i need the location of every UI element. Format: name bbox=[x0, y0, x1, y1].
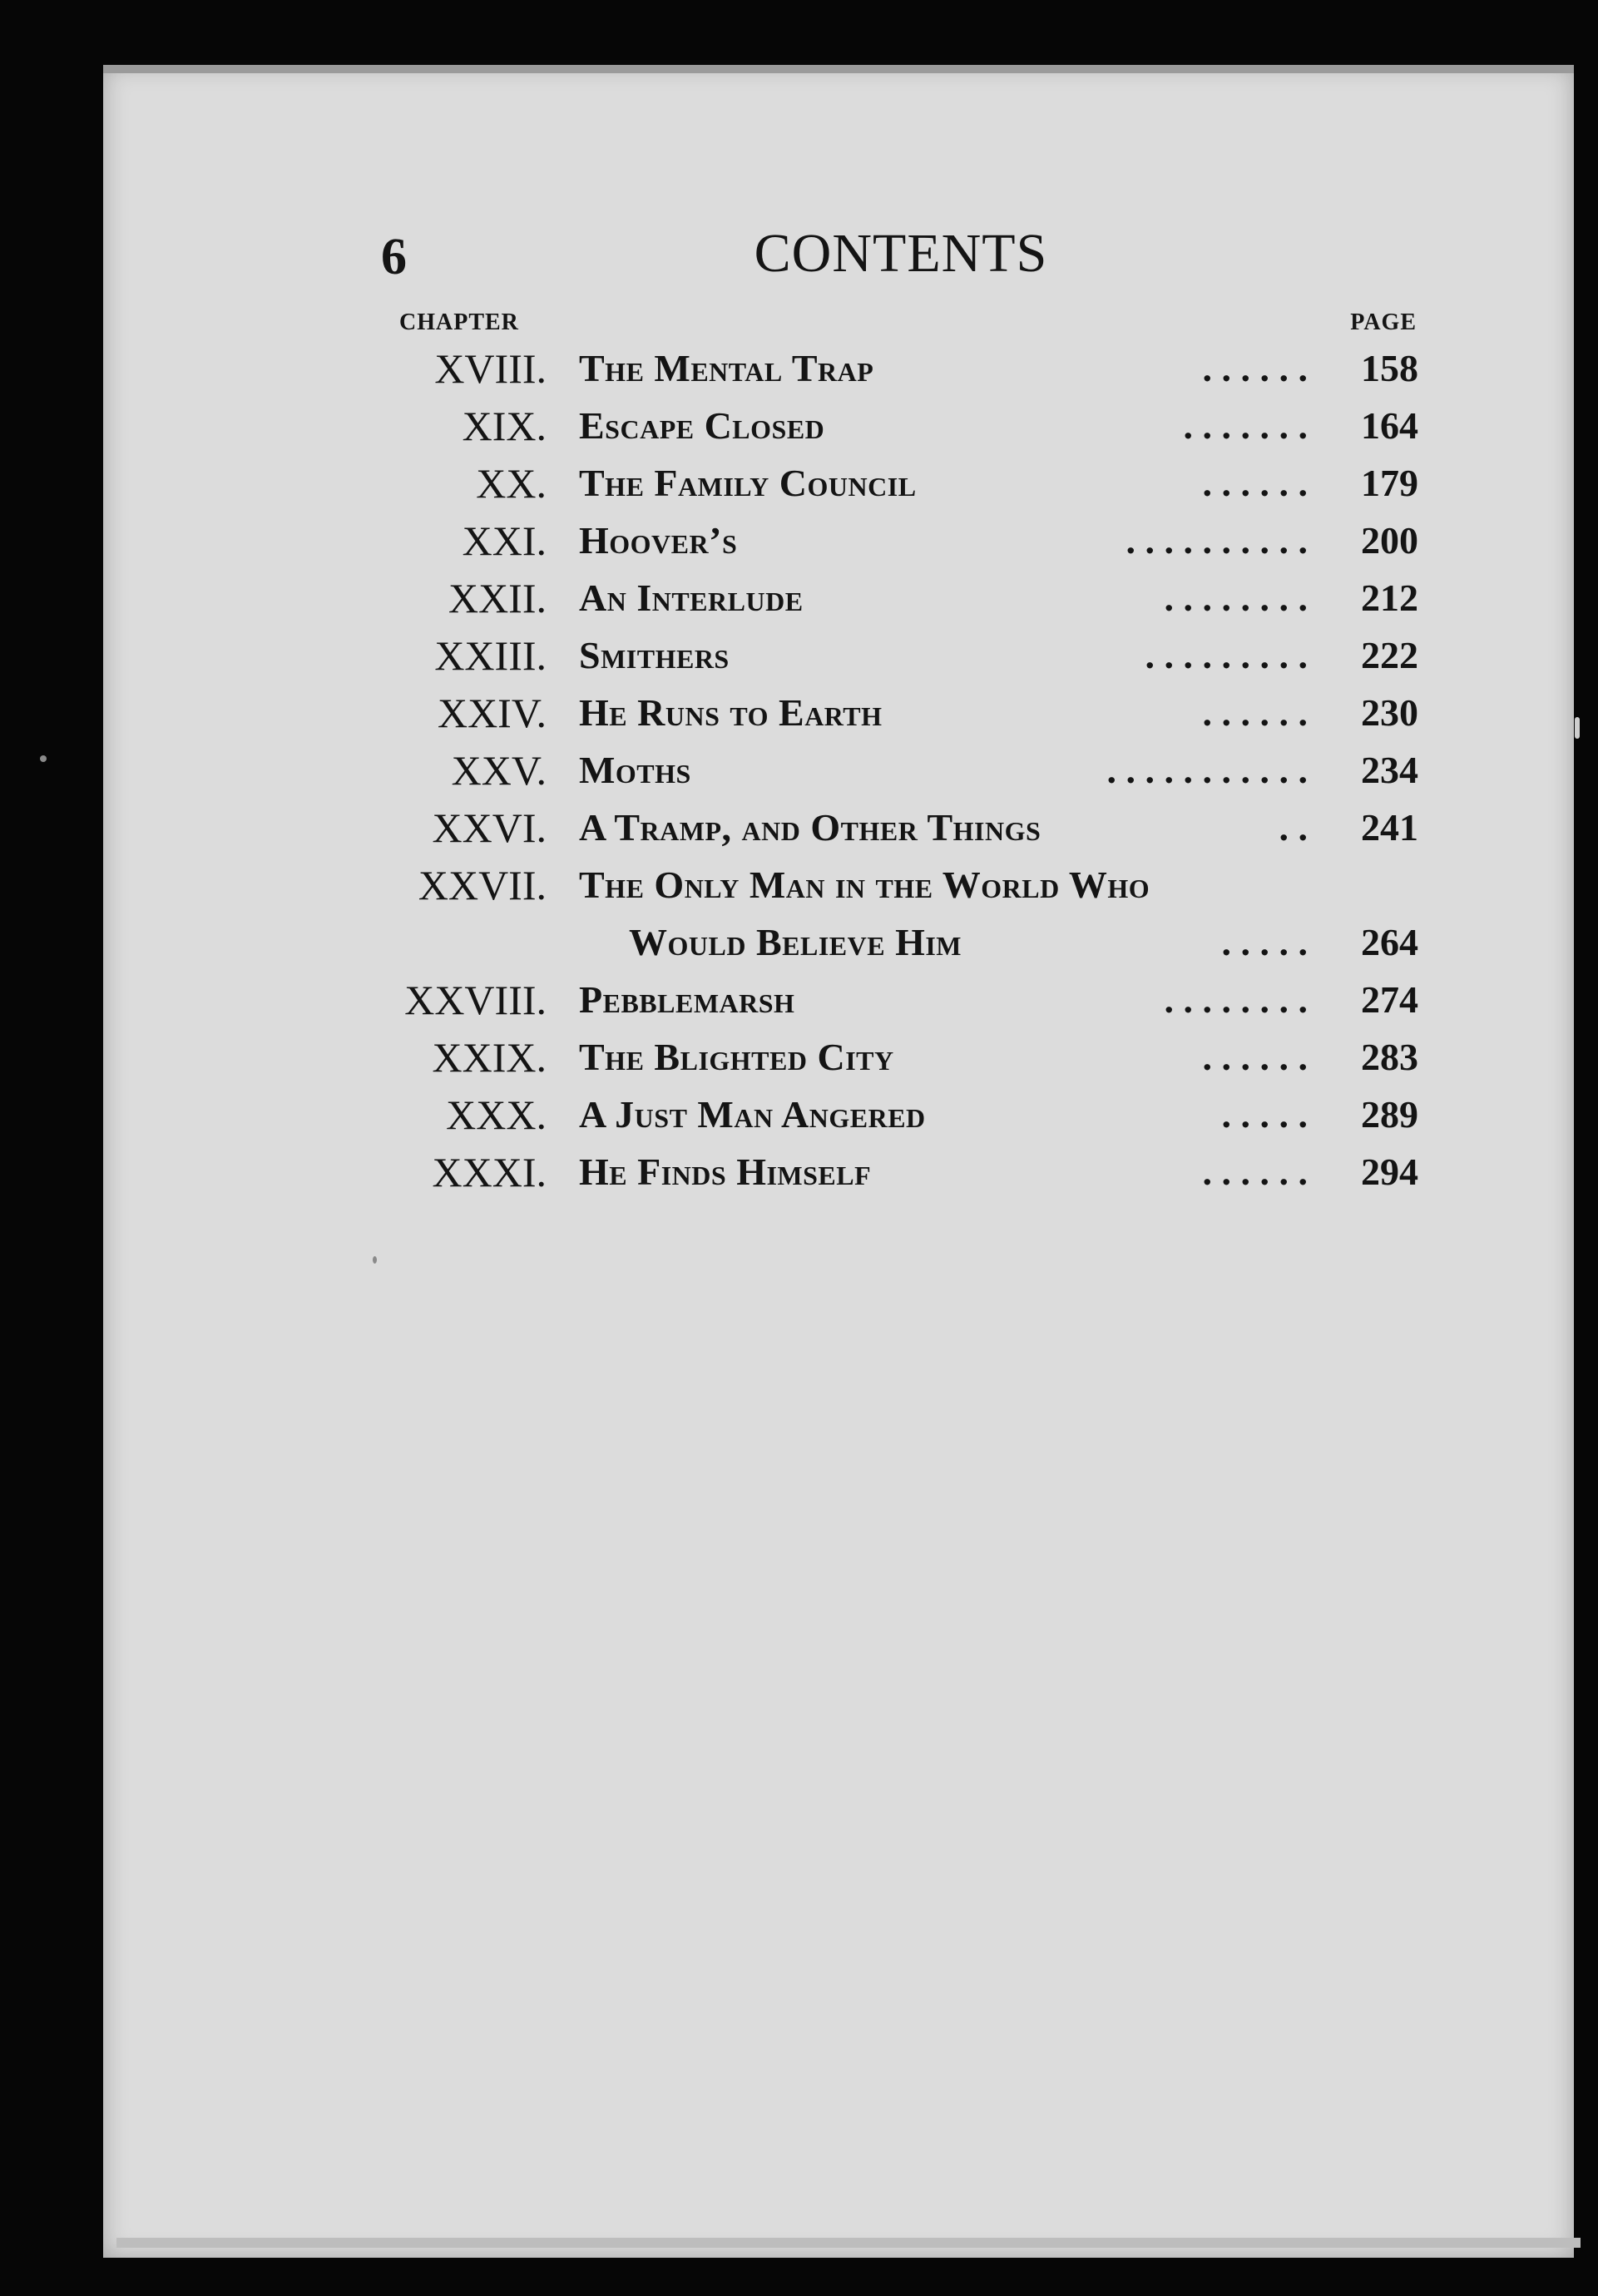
page-reference: 230 bbox=[1361, 691, 1418, 734]
chapter-number: XXII. bbox=[448, 575, 547, 621]
chapter-title: The Blighted City bbox=[579, 1036, 894, 1078]
toc-entry bbox=[0, 744, 1598, 797]
dot-leader: . . . . . . . . . . . bbox=[1106, 749, 1308, 791]
chapter-title: Hoover’s bbox=[579, 519, 738, 562]
dot-leader: . . . . . . . . bbox=[1164, 576, 1308, 619]
toc-entry-continuation bbox=[0, 916, 1598, 969]
chapter-number: XXIV. bbox=[437, 690, 547, 736]
chapter-number: XXVIII. bbox=[404, 977, 547, 1023]
page-column-header: PAGE bbox=[1350, 309, 1417, 335]
chapter-number: XXI. bbox=[462, 517, 547, 564]
toc-entry bbox=[0, 1146, 1598, 1199]
chapter-number: XXX. bbox=[446, 1091, 547, 1138]
toc-entry bbox=[0, 629, 1598, 682]
page-reference: 164 bbox=[1361, 404, 1418, 447]
page-title: CONTENTS bbox=[754, 223, 1048, 284]
toc-entry bbox=[0, 572, 1598, 625]
page-reference: 294 bbox=[1361, 1150, 1418, 1193]
chapter-number: XVIII. bbox=[434, 345, 547, 392]
page-reference: 274 bbox=[1361, 978, 1418, 1021]
chapter-title: Pebblemarsh bbox=[579, 978, 795, 1021]
dot-leader: . . . . . bbox=[1221, 921, 1308, 963]
chapter-title: A Just Man Angered bbox=[579, 1093, 926, 1136]
page-reference: 264 bbox=[1361, 921, 1418, 963]
page-reference: 200 bbox=[1361, 519, 1418, 562]
toc-entry bbox=[0, 399, 1598, 453]
chapter-title: He Finds Himself bbox=[579, 1150, 872, 1193]
dot-leader: . . . . . . . . bbox=[1164, 978, 1308, 1021]
chapter-title: Escape Closed bbox=[579, 404, 825, 447]
toc-entry bbox=[0, 686, 1598, 740]
page-reference: 179 bbox=[1361, 462, 1418, 504]
page-number: 6 bbox=[381, 229, 407, 285]
chapter-title: He Runs to Earth bbox=[579, 691, 883, 734]
chapter-title: Smithers bbox=[579, 634, 730, 676]
chapter-title: A Tramp, and Other Things bbox=[579, 806, 1041, 849]
dot-leader: . . . . . . . bbox=[1183, 404, 1308, 447]
toc-entry bbox=[0, 514, 1598, 567]
chapter-title: Would Believe Him bbox=[629, 921, 962, 963]
chapter-title: The Only Man in the World Who bbox=[579, 863, 1150, 906]
toc-entry bbox=[0, 859, 1598, 912]
toc-entry bbox=[0, 457, 1598, 510]
toc-entry bbox=[0, 973, 1598, 1027]
page-reference: 289 bbox=[1361, 1093, 1418, 1136]
page-reference: 158 bbox=[1361, 347, 1418, 389]
chapter-number: XXVI. bbox=[432, 804, 547, 851]
page-reference: 283 bbox=[1361, 1036, 1418, 1078]
chapter-column-header: CHAPTER bbox=[399, 309, 519, 335]
dot-leader: . . . . . . bbox=[1202, 462, 1308, 504]
dot-leader: . . . . . . bbox=[1202, 691, 1308, 734]
dot-leader: . . bbox=[1279, 806, 1308, 849]
page-reference: 241 bbox=[1361, 806, 1418, 849]
dot-leader: . . . . . . bbox=[1202, 1036, 1308, 1078]
toc-entry bbox=[0, 1031, 1598, 1084]
dot-leader: . . . . . . bbox=[1202, 1150, 1308, 1193]
chapter-number: XXIX. bbox=[432, 1034, 547, 1081]
chapter-title: The Family Council bbox=[579, 462, 917, 504]
chapter-number: XXIII. bbox=[434, 632, 547, 679]
chapter-number: XX. bbox=[476, 460, 547, 507]
page-reference: 222 bbox=[1361, 634, 1418, 676]
chapter-number: XXV. bbox=[451, 747, 547, 794]
dot-leader: . . . . . . . . . bbox=[1145, 634, 1308, 676]
page-reference: 212 bbox=[1361, 576, 1418, 619]
chapter-title: The Mental Trap bbox=[579, 347, 874, 389]
chapter-number: XXVII. bbox=[418, 862, 547, 908]
dot-leader: . . . . . . . . . . bbox=[1126, 519, 1308, 562]
chapter-title: Moths bbox=[579, 749, 691, 791]
page-reference: 234 bbox=[1361, 749, 1418, 791]
toc-entry bbox=[0, 1088, 1598, 1141]
dot-leader: . . . . . bbox=[1221, 1093, 1308, 1136]
chapter-title: An Interlude bbox=[579, 576, 804, 619]
chapter-number: XXXI. bbox=[432, 1149, 547, 1195]
dot-leader: . . . . . . bbox=[1202, 347, 1308, 389]
toc-entry bbox=[0, 342, 1598, 395]
chapter-number: XIX. bbox=[462, 403, 547, 449]
toc-entry bbox=[0, 801, 1598, 854]
